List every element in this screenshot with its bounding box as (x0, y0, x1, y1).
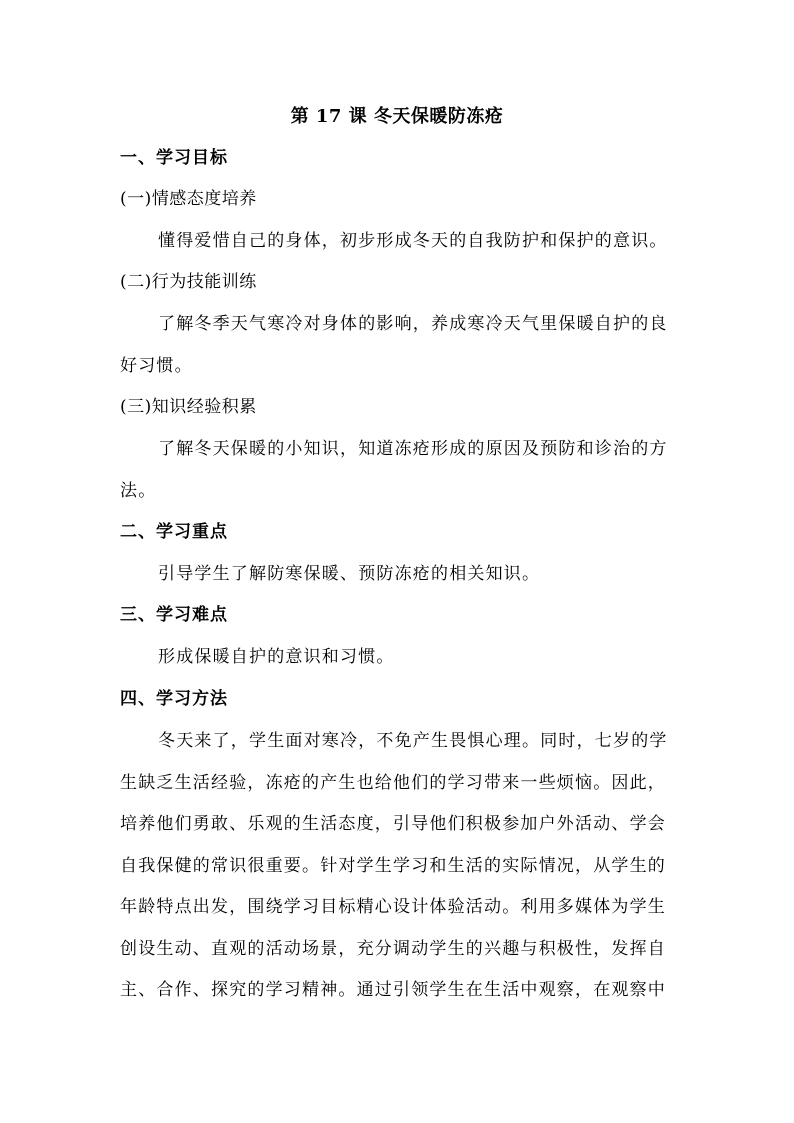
section-heading-difficulty: 三、学习难点 (120, 605, 228, 625)
key-text: 引导学生了解防寒保暖、预防冻疮的相关知识。 (158, 564, 541, 584)
subheading-goal3: (三)知识经验积累 (120, 397, 257, 417)
method-text-line2: 生缺乏生活经验，冻疮的产生也给他们的学习带来一些烦恼。因此， (120, 773, 666, 793)
subheading-goal1: (一)情感态度培养 (120, 189, 257, 209)
section-heading-key: 二、学习重点 (120, 522, 228, 542)
section-heading-method: 四、学习方法 (120, 689, 228, 709)
section-heading-goals: 一、学习目标 (120, 148, 228, 168)
document-title: 第 17 课 冬天保暖防冻疮 (290, 106, 504, 127)
method-text-line1: 冬天来了，学生面对寒冷，不免产生畏惧心理。同时，七岁的学 (158, 731, 668, 751)
goal2-text-line2: 好习惯。 (120, 356, 193, 376)
goal3-text-line1: 了解冬天保暖的小知识，知道冻疮形成的原因及预防和诊治的方 (158, 439, 668, 459)
goal1-text: 懂得爱惜自己的身体，初步形成冬天的自我防护和保护的意识。 (158, 231, 668, 251)
method-text-line5: 年龄特点出发，围绕学习目标精心设计体验活动。利用多媒体为学生 (120, 897, 666, 917)
method-text-line3: 培养他们勇敢、乐观的生活态度，引导他们积极参加户外活动、学会 (120, 814, 666, 834)
difficulty-text: 形成保暖自护的意识和习惯。 (158, 647, 395, 667)
goal3-text-line2: 法。 (120, 481, 157, 501)
method-text-line4: 自我保健的常识很重要。针对学生学习和生活的实际情况，从学生的 (120, 856, 666, 876)
subheading-goal2: (二)行为技能训练 (120, 272, 257, 292)
goal2-text-line1: 了解冬季天气寒冷对身体的影响，养成寒冷天气里保暖自护的良 (158, 314, 668, 334)
method-text-line7: 主、合作、探究的学习精神。通过引领学生在生活中观察，在观察中 (120, 980, 666, 1000)
method-text-line6: 创设生动、直观的活动场景，充分调动学生的兴趣与积极性，发挥自 (120, 939, 666, 959)
